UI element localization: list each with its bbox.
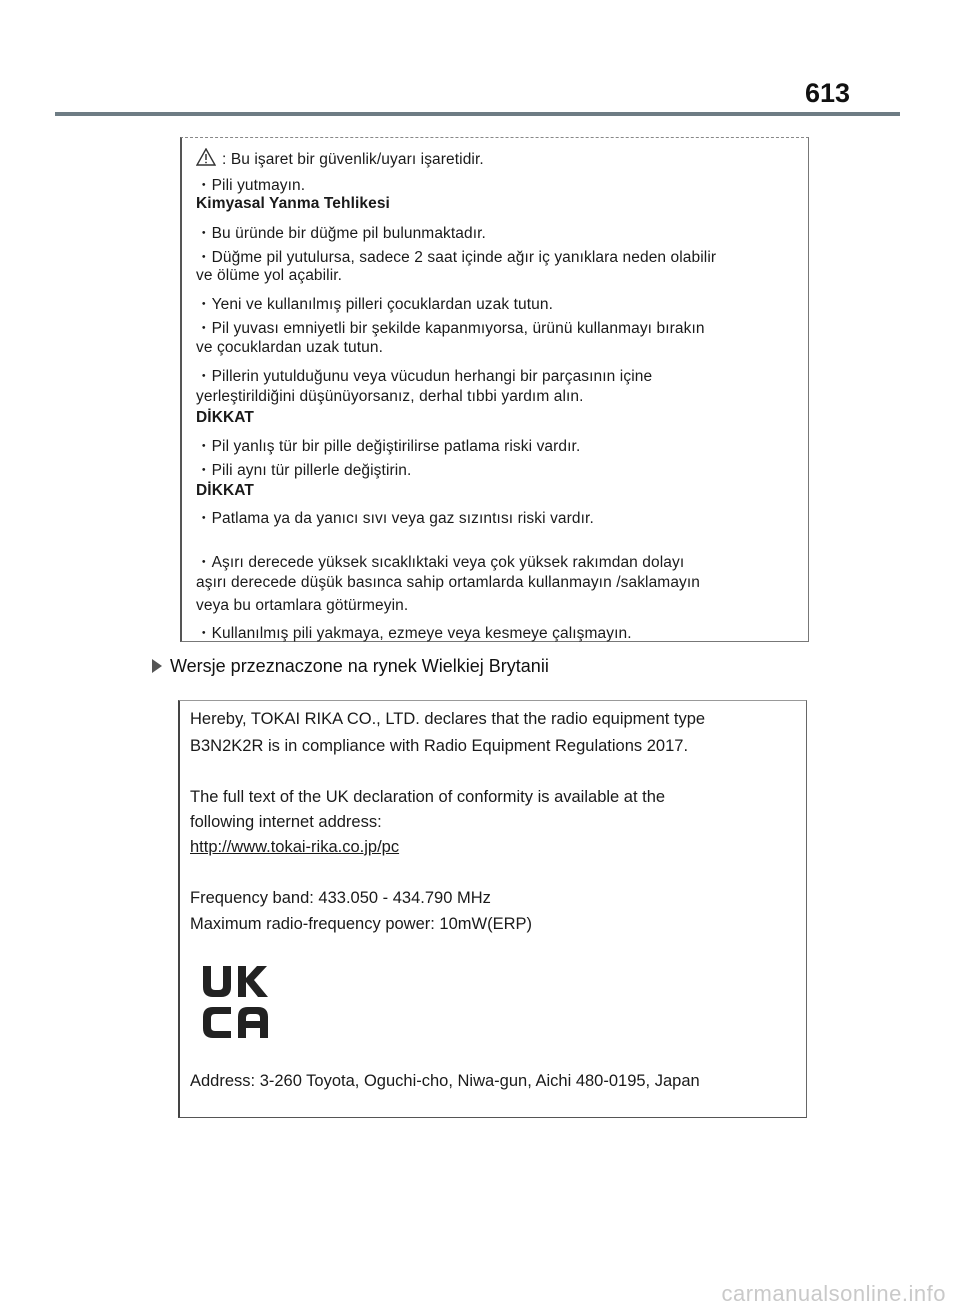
section-heading-text: Wersje przeznaczone na rynek Wielkiej Brytanii	[170, 656, 549, 676]
tr-heading-caution: DİKKAT	[196, 482, 254, 499]
tr-line: ve ölüme yol açabilir.	[196, 267, 343, 284]
warning-symbol-text: : Bu işaret bir güvenlik/uyarı işaretidir.	[222, 151, 484, 168]
uk-declaration-box	[178, 700, 807, 1118]
tr-line: ・Bu üründe bir düğme pil bulunmaktadır.	[196, 225, 486, 242]
warning-symbol-line	[196, 148, 484, 169]
tr-line: ・Aşırı derecede yüksek sıcaklıktaki veya çok yüksek rakımdan dolayı	[196, 554, 685, 571]
max-rf-power: Maximum radio-frequency power: 10mW(ERP)	[190, 915, 533, 933]
triangle-bullet-icon	[152, 659, 162, 673]
tr-line: aşırı derecede düşük basınca sahip ortamlarda kullanmayın /saklamayın	[196, 574, 701, 591]
fulltext-line: The full text of the UK declaration of conformity is available at the	[190, 788, 666, 806]
tr-line: ・Kullanılmış pili yakmaya, ezmeye veya kesmeye çalışmayın.	[196, 625, 632, 642]
tr-line: ・Pil yuvası emniyetli bir şekilde kapanmıyorsa, ürünü kullanmayı bırakın	[196, 320, 705, 337]
warning-triangle-icon	[196, 148, 216, 166]
tr-line: ・Düğme pil yutulursa, sadece 2 saat içinde ağır iç yanıklara neden olabilir	[196, 249, 717, 266]
watermark: carmanualsonline.info	[721, 1281, 946, 1306]
tr-line: ・Patlama ya da yanıcı sıvı veya gaz sızıntısı riski vardır.	[196, 510, 594, 527]
tr-line: ・Pillerin yutulduğunu veya vücudun herhangi bir parçasının içine	[196, 368, 653, 385]
tr-line: ve çocuklardan uzak tutun.	[196, 339, 383, 356]
tr-line: ・Pili yutmayın.	[196, 177, 306, 194]
frequency-band: Frequency band: 433.050 - 434.790 MHz	[190, 889, 491, 907]
header-rule	[55, 112, 900, 116]
declaration-line: Hereby, TOKAI RIKA CO., LTD. declares that the radio equipment type	[190, 710, 706, 728]
tr-heading-chemical-burn: Kimyasal Yanma Tehlikesi	[196, 195, 390, 212]
tr-line: ・Pili aynı tür pillerle değiştirin.	[196, 462, 412, 479]
tr-line: yerleştirildiğini düşünüyorsanız, derhal tıbbi yardım alın.	[196, 388, 584, 405]
fulltext-line: following internet address:	[190, 813, 382, 831]
tr-heading-caution: DİKKAT	[196, 409, 254, 426]
declaration-url-link[interactable]: http://www.tokai-rika.co.jp/pc	[190, 838, 400, 856]
section-heading	[152, 656, 549, 677]
declaration-line: B3N2K2R is in compliance with Radio Equipment Regulations 2017.	[190, 737, 689, 755]
page-number: 613	[804, 78, 850, 108]
tr-line: ・Yeni ve kullanılmış pilleri çocuklardan uzak tutun.	[196, 296, 553, 313]
manufacturer-address: Address: 3-260 Toyota, Oguchi-cho, Niwa-gun, Aichi 480-0195, Japan	[190, 1072, 700, 1090]
tr-line: ・Pil yanlış tür bir pille değiştirilirse patlama riski vardır.	[196, 438, 581, 455]
tr-line: veya bu ortamlara götürmeyin.	[196, 597, 409, 614]
ukca-mark-logo	[200, 963, 272, 1041]
turkish-warning-box	[180, 137, 809, 642]
